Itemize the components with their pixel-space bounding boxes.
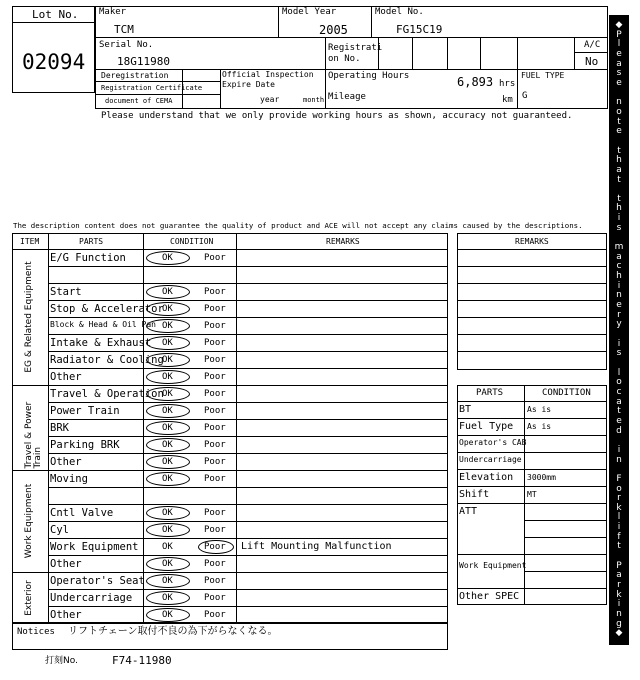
condition-ok: OK — [162, 338, 173, 348]
condition-poor: Poor — [204, 389, 226, 399]
condition-ok: OK — [162, 321, 173, 331]
header-remarks: REMARKS — [326, 237, 360, 246]
maker-label: Maker — [99, 7, 127, 17]
spec-part: Shift — [459, 489, 490, 500]
side-notice-char: s — [616, 348, 622, 359]
condition-poor: Poor — [204, 440, 226, 450]
inspection-label: Official Inspection — [222, 70, 314, 79]
part-label: Other — [50, 609, 82, 621]
side-notice-char: e — [616, 415, 622, 426]
header-parts: PARTS — [79, 237, 104, 246]
side-notice-char: s — [616, 68, 622, 79]
side-notice-char: e — [616, 48, 622, 59]
side-notice-char: f — [617, 531, 621, 542]
condition-poor: Poor — [204, 525, 226, 535]
side-notice-char: i — [617, 280, 621, 291]
condition-ok: OK — [162, 559, 173, 569]
spec-row-rule — [457, 435, 607, 436]
stamp-label: 打刻No. — [45, 656, 78, 666]
side-notice-char: k — [616, 502, 622, 513]
spec-row-rule — [457, 452, 607, 453]
part-label: Stop & Accelerator — [50, 303, 164, 315]
side-notice-char: n — [616, 97, 622, 108]
side-notice-char: t — [617, 174, 621, 185]
condition-ok: OK — [162, 508, 173, 518]
side-notice-char: r — [617, 493, 621, 504]
side-notice-char: ◆ — [615, 628, 623, 639]
row-rule — [48, 538, 448, 539]
remark-text: Lift Mounting Malfunction — [241, 541, 392, 552]
lot-number: 02094 — [22, 50, 86, 74]
group-rule — [12, 385, 448, 386]
condition-poor: Poor — [204, 423, 226, 433]
row-rule — [48, 317, 448, 318]
side-notice-char: i — [617, 213, 621, 224]
side-notice-char: t — [617, 406, 621, 417]
side-notice-char: a — [616, 396, 622, 407]
side-notice-char: n — [616, 609, 622, 620]
spec-sub-rule — [524, 537, 607, 538]
spec-part: Other SPEC — [459, 591, 520, 602]
side-notice-char: t — [617, 145, 621, 156]
condition-ok: OK — [162, 474, 173, 484]
side-notice-char: i — [617, 338, 621, 349]
side-notice-char: a — [616, 251, 622, 262]
ok-circle — [146, 370, 190, 384]
side-notice-char: m — [614, 242, 624, 253]
side-notice-char: h — [616, 271, 622, 282]
row-rule — [48, 436, 448, 437]
part-label: Intake & Exhaust — [50, 337, 152, 349]
spec-parts-header: PARTS — [476, 388, 504, 398]
side-notice-char: P — [616, 560, 622, 571]
side-notice-char: a — [616, 570, 622, 581]
condition-ok: OK — [162, 542, 173, 552]
row-rule — [48, 351, 448, 352]
side-notice-bar — [609, 15, 629, 645]
spec-condition: As is — [527, 422, 552, 431]
ok-circle — [146, 302, 190, 316]
condition-ok: OK — [162, 287, 173, 297]
side-notice-char: c — [616, 261, 622, 272]
year-label: year — [260, 95, 280, 104]
model-no-label: Model No. — [375, 7, 424, 17]
side-notice-char: e — [616, 126, 622, 137]
part-label: Start — [50, 286, 82, 298]
ok-circle — [146, 523, 190, 537]
notices-label: Notices — [17, 627, 55, 637]
condition-poor: Poor — [204, 253, 226, 263]
poor-circle — [198, 540, 234, 554]
part-label: BRK — [50, 422, 69, 434]
condition-poor: Poor — [204, 542, 226, 552]
side-notice-char: e — [616, 77, 622, 88]
model-year-label: Model Year — [282, 7, 337, 17]
condition-ok: OK — [162, 389, 173, 399]
ok-circle — [146, 506, 190, 520]
side-notice-char: r — [617, 309, 621, 320]
part-label: Other — [50, 371, 82, 383]
side-notice-char: ◆ — [615, 20, 623, 30]
condition-poor: Poor — [204, 457, 226, 467]
remarks-rule — [457, 283, 607, 284]
row-rule — [48, 606, 448, 607]
ac-value: No — [585, 55, 599, 68]
condition-poor: Poor — [204, 304, 226, 314]
part-label: Parking BRK — [50, 439, 120, 451]
row-rule — [48, 300, 448, 301]
spec-condition-header: CONDITION — [542, 388, 591, 398]
fuel-type-value: G — [522, 91, 528, 101]
side-notice-char: e — [616, 300, 622, 311]
ok-circle — [146, 608, 190, 622]
model-no-value: FG15C19 — [396, 23, 443, 36]
stamp-value: F74-11980 — [112, 654, 172, 667]
condition-poor: Poor — [204, 593, 226, 603]
spec-condition: MT — [527, 490, 537, 499]
ok-circle — [146, 421, 190, 435]
ok-circle — [146, 591, 190, 605]
side-notice-text — [609, 21, 629, 639]
condition-poor: Poor — [204, 355, 226, 365]
ok-circle — [146, 319, 190, 333]
row-rule — [48, 283, 448, 284]
condition-ok: OK — [162, 423, 173, 433]
spec-row-rule — [457, 503, 607, 504]
part-label: Cyl — [50, 524, 69, 536]
right-remarks-header: REMARKS — [515, 237, 549, 246]
fuel-type-label: FUEL TYPE — [521, 71, 565, 80]
row-rule — [48, 266, 448, 267]
group-label: Exterior — [24, 579, 34, 616]
group-label: Travel & Power Train — [24, 401, 43, 468]
registration-certificate-label: Registration Certificate — [101, 84, 203, 92]
model-year-value: 2005 — [319, 23, 348, 37]
row-rule — [48, 589, 448, 590]
side-notice-char: F — [616, 473, 622, 484]
part-label: Travel & Operation — [50, 388, 164, 400]
row-rule — [48, 504, 448, 505]
part-label: Block & Head & Oil Pan — [50, 320, 156, 329]
operating-hours-label: Operating Hours — [328, 71, 410, 81]
part-label: Moving — [50, 473, 88, 485]
condition-poor: Poor — [204, 576, 226, 586]
condition-poor: Poor — [204, 610, 226, 620]
ok-circle — [146, 574, 190, 588]
side-notice-char: t — [617, 541, 621, 552]
condition-poor: Poor — [204, 508, 226, 518]
spec-part: BT — [459, 404, 472, 415]
remarks-rule — [457, 334, 607, 335]
condition-poor: Poor — [204, 406, 226, 416]
ok-circle — [146, 557, 190, 571]
maker-value: TCM — [114, 23, 134, 36]
remarks-rule — [457, 300, 607, 301]
description-disclaimer: The description content does not guarantee the quality of product and ACE will not accept any claims caused by the descriptions. — [13, 221, 583, 230]
remarks-box — [457, 233, 607, 370]
condition-ok: OK — [162, 576, 173, 586]
side-notice-char: h — [616, 155, 622, 166]
km-label: km — [502, 95, 513, 105]
side-notice-char: l — [617, 39, 621, 50]
lot-label: Lot No. — [32, 8, 79, 21]
row-rule — [48, 487, 448, 488]
spec-row-rule — [457, 588, 607, 589]
part-label: Cntl Valve — [50, 507, 114, 519]
spec-row-rule — [457, 469, 607, 470]
ok-circle — [146, 336, 190, 350]
condition-poor: Poor — [204, 372, 226, 382]
hours-accuracy-notice: Please understand that we only provide working hours as shown, accuracy not guaranteed. — [101, 111, 573, 121]
condition-ok: OK — [162, 253, 173, 263]
spec-row-rule — [457, 418, 607, 419]
condition-poor: Poor — [204, 474, 226, 484]
header-condition: CONDITION — [170, 237, 214, 246]
side-notice-char: s — [616, 222, 622, 233]
row-rule — [48, 555, 448, 556]
deregistration-label: Deregistration — [101, 71, 169, 80]
condition-ok: OK — [162, 304, 173, 314]
side-notice-char: i — [617, 444, 621, 455]
ok-circle — [146, 285, 190, 299]
row-rule — [48, 453, 448, 454]
spec-condition: 3000mm — [527, 473, 556, 482]
spec-sub-rule — [524, 571, 607, 572]
side-notice-char: t — [617, 116, 621, 127]
part-label: E/G Function — [50, 252, 126, 264]
mileage-label: Mileage — [328, 92, 366, 102]
side-notice-char: g — [616, 618, 622, 629]
side-notice-char: i — [617, 522, 621, 533]
ok-circle — [146, 353, 190, 367]
row-rule — [48, 521, 448, 522]
side-notice-char: c — [616, 386, 622, 397]
spec-row-rule — [457, 554, 607, 555]
spec-row-rule — [457, 486, 607, 487]
table-rule — [12, 249, 448, 250]
part-label: Work Equipment — [50, 541, 139, 553]
ok-circle — [146, 251, 190, 265]
serial-label: Serial No. — [99, 40, 154, 50]
ok-circle — [146, 438, 190, 452]
table-rule — [236, 233, 237, 623]
condition-ok: OK — [162, 610, 173, 620]
serial-value: 18G11980 — [117, 55, 170, 68]
spec-part: ATT — [459, 506, 478, 517]
condition-ok: OK — [162, 525, 173, 535]
row-rule — [48, 368, 448, 369]
spec-part: Undercarriage — [459, 455, 522, 464]
group-label: Work Equipment — [24, 483, 34, 559]
registration-label: Registrati on No. — [328, 43, 383, 64]
remarks-rule — [457, 351, 607, 352]
part-label: Undercarriage — [50, 592, 133, 604]
part-label: Power Train — [50, 405, 120, 417]
side-notice-char: n — [616, 290, 622, 301]
row-rule — [48, 334, 448, 335]
condition-ok: OK — [162, 593, 173, 603]
ok-circle — [146, 455, 190, 469]
side-notice-char: P — [616, 29, 622, 40]
part-label: Other — [50, 558, 82, 570]
side-notice-char: k — [616, 589, 622, 600]
side-notice-char: n — [616, 454, 622, 465]
group-rule — [12, 572, 448, 573]
row-rule — [48, 419, 448, 420]
spec-sub-rule — [524, 520, 607, 521]
condition-ok: OK — [162, 440, 173, 450]
side-notice-char: d — [616, 425, 622, 436]
group-label: EG & Related Equipment — [24, 261, 34, 373]
side-notice-char: o — [616, 377, 622, 388]
side-notice-char: a — [616, 58, 622, 69]
spec-part: Operator's CAB — [459, 438, 527, 447]
notices-value: リフトチェーン取付不良の為下がらなくなる。 — [68, 626, 278, 637]
month-label: month — [303, 96, 325, 104]
side-notice-char: h — [616, 203, 622, 214]
spec-condition: As is — [527, 405, 552, 414]
condition-ok: OK — [162, 457, 173, 467]
ok-circle — [146, 472, 190, 486]
side-notice-char: l — [617, 512, 621, 523]
condition-poor: Poor — [204, 559, 226, 569]
part-label: Other — [50, 456, 82, 468]
side-notice-char: o — [616, 483, 622, 494]
ac-label: A/C — [584, 40, 601, 50]
part-label: Operator's Seat — [50, 575, 145, 587]
side-notice-char: o — [616, 106, 622, 117]
part-label: Radiator & Cooling — [50, 354, 164, 366]
ok-circle — [146, 387, 190, 401]
spec-part: Work Equipment — [459, 561, 527, 571]
remarks-rule — [457, 249, 607, 250]
side-notice-char: l — [617, 367, 621, 378]
side-notice-char: i — [617, 599, 621, 610]
side-notice-char: y — [616, 319, 622, 330]
condition-poor: Poor — [204, 321, 226, 331]
row-rule — [48, 402, 448, 403]
condition-ok: OK — [162, 372, 173, 382]
side-notice-char: t — [617, 193, 621, 204]
table-rule — [48, 233, 49, 623]
condition-ok: OK — [162, 406, 173, 416]
condition-poor: Poor — [204, 338, 226, 348]
operating-hours-value: 6,893 — [457, 75, 494, 89]
condition-ok: OK — [162, 355, 173, 365]
ok-circle — [146, 404, 190, 418]
spec-part: Elevation — [459, 472, 514, 483]
spec-part: Fuel Type — [459, 421, 514, 432]
side-notice-char: r — [617, 580, 621, 591]
hrs-label: hrs — [499, 79, 516, 89]
group-rule — [12, 470, 448, 471]
remarks-rule — [457, 266, 607, 267]
spec-rule — [457, 401, 607, 402]
header-item: ITEM — [20, 237, 40, 246]
expire-date-label: Expire Date — [222, 80, 275, 89]
table-rule — [143, 233, 144, 623]
cema-label: document of CEMA — [105, 97, 173, 105]
remarks-rule — [457, 317, 607, 318]
side-notice-char: a — [616, 164, 622, 175]
condition-poor: Poor — [204, 287, 226, 297]
